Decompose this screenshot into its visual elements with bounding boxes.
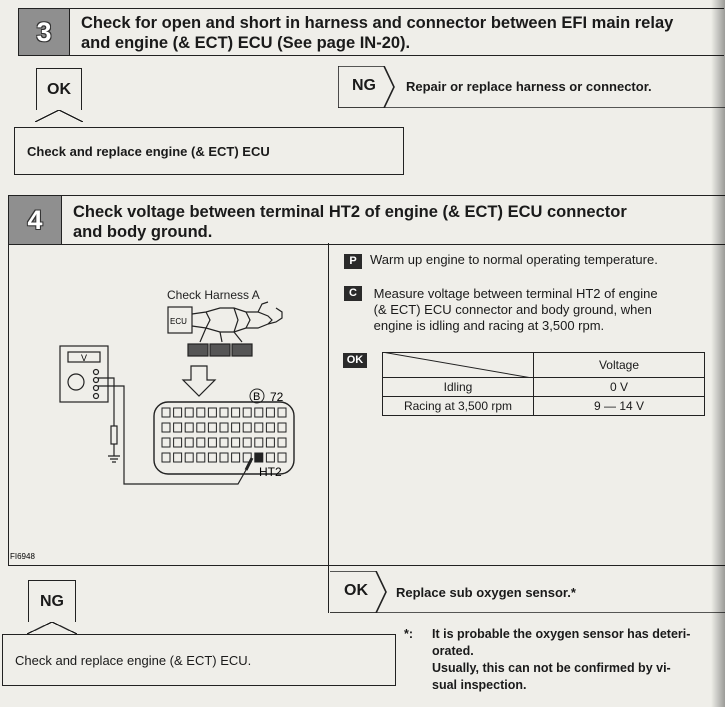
step4-ng-label: NG	[40, 592, 64, 610]
step4-title-line2: and body ground.	[73, 223, 213, 241]
step4-ok-action: Replace sub oxygen sensor.*	[396, 585, 576, 600]
connector-pin	[208, 423, 216, 432]
connector-pin	[197, 438, 205, 447]
step4-divider	[328, 243, 329, 613]
connector-pin	[266, 423, 274, 432]
connector-pin	[162, 408, 170, 417]
table-row	[383, 378, 705, 397]
connector-pin	[220, 453, 228, 462]
step3-title	[81, 13, 724, 53]
ecu-label: ECU	[170, 317, 187, 326]
step4-figure	[10, 246, 326, 564]
connector-pin	[243, 423, 251, 432]
c-instruction	[344, 286, 725, 334]
connector-pin	[174, 423, 182, 432]
connector-pin	[185, 408, 193, 417]
connector-pin	[243, 408, 251, 417]
footnote-line3: Usually, this can not be confirmed by vi-	[432, 661, 671, 675]
connector-pin	[208, 453, 216, 462]
step4-ok-label: OK	[344, 582, 368, 599]
step4-ng-tag	[28, 580, 76, 622]
step3-ng-action: Repair or replace harness or connector.	[406, 79, 652, 94]
p-text: Warm up engine to normal operating temperature.	[370, 252, 658, 267]
page-edge-shadow	[711, 0, 725, 707]
step3-ok-tag	[36, 68, 82, 110]
meter-label: V	[81, 353, 88, 363]
c-text-line2: (& ECT) ECU connector and body ground, when	[373, 302, 652, 317]
step4-ok-row	[330, 571, 725, 613]
connector-pin	[220, 438, 228, 447]
table-row	[383, 397, 705, 416]
down-arrow-icon	[183, 366, 215, 396]
connector-pin	[197, 408, 205, 417]
step3-title-line1: Check for open and short in harness and connector between EFI main relay	[81, 14, 674, 32]
connector-pin	[185, 423, 193, 432]
connector-pin	[208, 408, 216, 417]
footnote-line4: sual inspection.	[432, 678, 527, 692]
connector-pin	[255, 423, 263, 432]
step4-ng-action-box	[2, 634, 396, 686]
connector-pin	[278, 438, 286, 447]
p-instruction	[344, 252, 725, 269]
connector-pins: 72	[270, 390, 284, 404]
connector-pin	[185, 453, 193, 462]
ecu-connector	[154, 402, 294, 474]
harness-drawing	[168, 302, 282, 356]
connector-pin	[243, 438, 251, 447]
connector-pin	[255, 438, 263, 447]
step3-title-line2: and engine (& ECT) ECU (See page IN-20).	[81, 34, 411, 52]
connector-pin	[266, 438, 274, 447]
table-cell-condition: Racing at 3,500 rpm	[383, 397, 534, 416]
connector-pin	[232, 438, 240, 447]
connector-pin	[278, 453, 286, 462]
figure-code: FI6948	[10, 552, 35, 561]
connector-pin	[162, 453, 170, 462]
connector-pin	[162, 438, 170, 447]
connector-pin	[197, 423, 205, 432]
step4-title-line1: Check voltage between terminal HT2 of engine (& ECT) ECU connector	[73, 203, 627, 221]
table-header: Voltage	[534, 353, 705, 378]
footnote-mark: *:	[404, 627, 414, 641]
voltage-table-wrap	[382, 352, 705, 416]
connector-pin	[266, 408, 274, 417]
step3-ok-action: Check and replace engine (& ECT) ECU	[27, 143, 270, 159]
connector-pin	[162, 423, 170, 432]
connector-pin	[255, 408, 263, 417]
p-mark: P	[344, 254, 362, 269]
connector-pin	[174, 438, 182, 447]
table-cell-voltage: 9 — 14 V	[534, 397, 705, 416]
step4-ng-action: Check and replace engine (& ECT) ECU.	[15, 652, 252, 668]
c-mark: C	[344, 286, 362, 301]
connector-id: B	[253, 391, 261, 403]
connector-pin	[174, 453, 182, 462]
connector-pin	[278, 423, 286, 432]
connector-pin	[232, 423, 240, 432]
step4-header	[8, 195, 725, 245]
connector-pin	[220, 408, 228, 417]
table-diagonal	[382, 352, 542, 378]
connector-pin	[232, 453, 240, 462]
step4-number: 4	[9, 196, 62, 244]
connector-pin	[174, 408, 182, 417]
spec-ok-mark: OK	[343, 350, 375, 368]
step3-ok-label: OK	[47, 80, 71, 98]
terminal-label: HT2	[259, 465, 282, 479]
step3-header	[18, 8, 724, 56]
step3-number: 3	[19, 9, 70, 55]
step3-ok-action-box	[14, 127, 404, 175]
table-cell-condition: Idling	[383, 378, 534, 397]
footnote-line2: orated.	[432, 644, 474, 658]
connector-pin	[266, 453, 274, 462]
connector-pin	[255, 453, 263, 462]
connector-pin	[197, 453, 205, 462]
harness-label: Check Harness A	[167, 288, 260, 302]
connector-pin	[278, 408, 286, 417]
step3-ng-label: NG	[352, 77, 376, 94]
c-text-line1: Measure voltage between terminal HT2 of engine	[373, 286, 658, 301]
step3-ng-row	[338, 66, 725, 108]
connector-pin	[232, 408, 240, 417]
connector-pin	[220, 423, 228, 432]
connector-pin	[208, 438, 216, 447]
table-cell-voltage: 0 V	[534, 378, 705, 397]
connector-pin	[185, 438, 193, 447]
footnote-line1: It is probable the oxygen sensor has deteri-	[432, 627, 691, 641]
step4-title	[73, 202, 725, 242]
c-text-line3: engine is idling and racing at 3,500 rpm.	[373, 318, 605, 333]
